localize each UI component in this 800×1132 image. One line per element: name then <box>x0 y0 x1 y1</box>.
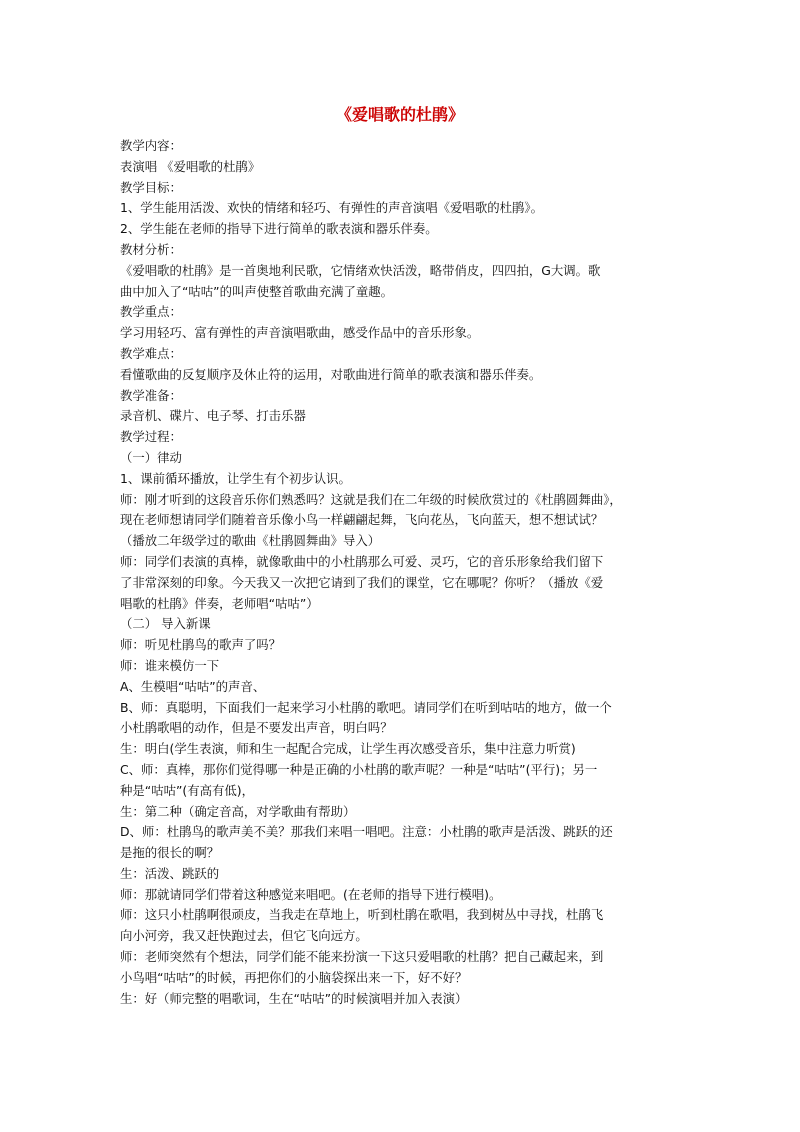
text-line: 向小河旁，我又赶快跑过去，但它飞向远方。 <box>120 928 368 944</box>
text-line: 生：第二种（确定音高，对学歌曲有帮助） <box>120 803 356 819</box>
text-line: 师：听见杜鹃鸟的歌声了吗？ <box>120 637 282 653</box>
text-line: （一）律动 <box>120 449 182 465</box>
text-line: 表演唱 《爱唱歌的杜鹃》 <box>120 158 261 174</box>
text-line: 唱歌的杜鹃》伴奏，老师唱“咕咕”） <box>120 595 319 611</box>
text-line: D、师：杜鹃鸟的歌声美不美？那我们来唱一唱吧。注意：小杜鹃的歌声是活泼、跳跃的还 <box>120 824 613 840</box>
text-line: 曲中加入了“咕咕”的叫声使整首歌曲充满了童趣。 <box>120 283 394 299</box>
text-line: 师：谁来模仿一下 <box>120 657 220 673</box>
text-line: B、师：真聪明，下面我们一起来学习小杜鹃的歌吧。请同学们在听到咕咕的地方，做一个 <box>120 699 612 715</box>
text-line: 《爱唱歌的杜鹃》是一首奥地利民歌，它情绪欢快活泼，略带俏皮，四四拍，G大调。歌 <box>120 262 601 278</box>
text-line: 1、课前循环播放，让学生有个初步认识。 <box>120 470 351 486</box>
text-line: 生：好（师完整的唱歌词，生在“咕咕”的时候演唱并加入表演） <box>120 990 468 1006</box>
text-line: 教学目标： <box>120 179 182 195</box>
text-line: 看懂歌曲的反复顺序及休止符的运用，对歌曲进行简单的歌表演和器乐伴奏。 <box>120 366 542 382</box>
text-line: 录音机、碟片、电子琴、打击乐器 <box>120 408 306 424</box>
text-line: （二） 导入新课 <box>120 616 211 632</box>
text-line: 教学内容： <box>120 138 182 153</box>
document-title: 《爱唱歌的杜鹃》 <box>335 105 464 124</box>
text-line: 2、学生能在老师的指导下进行简单的歌表演和器乐伴奏。 <box>120 221 438 237</box>
text-line: 教学重点： <box>120 304 182 320</box>
text-line: 师：刚才听到的这段音乐你们熟悉吗？这就是我们在二年级的时候欣赏过的《杜鹃圆舞曲》， <box>120 491 622 507</box>
text-line: 生：明白(学生表演，师和生一起配合完成，让学生再次感受音乐，集中注意力听赏) <box>120 741 576 757</box>
text-line: 生：活泼、跳跃的 <box>120 865 220 881</box>
text-line: 1、学生能用活泼、欢快的情绪和轻巧、有弹性的声音演唱《爱唱歌的杜鹃》。 <box>120 200 543 216</box>
text-line: 种是“咕咕”(有高有低)， <box>120 782 255 798</box>
text-line: 是拖的很长的啊？ <box>120 845 220 861</box>
text-line: 小杜鹃歌唱的动作，但是不要发出声音，明白吗？ <box>120 720 393 736</box>
text-line: 了非常深刻的印象。今天我又一次把它请到了我们的课堂，它在哪呢？你听？（播放《爱 <box>120 574 604 590</box>
text-line: 小鸟唱“咕咕”的时候，再把你们的小脑袋探出来一下，好不好？ <box>120 969 468 985</box>
text-line: C、师：真棒，那你们觉得哪一种是正确的小杜鹃的歌声呢？一种是“咕咕”(平行)；另一 <box>120 761 598 777</box>
text-line: （播放二年级学过的歌曲《杜鹃圆舞曲》导入） <box>120 533 381 549</box>
text-line: 教学过程： <box>120 429 182 445</box>
text-line: 教学准备： <box>120 387 182 403</box>
text-line: 师：老师突然有个想法，同学们能不能来扮演一下这只爱唱歌的杜鹃？把自己藏起来，到 <box>120 949 604 965</box>
document-body <box>120 136 690 1009</box>
text-line: 现在老师想请同学们随着音乐像小鸟一样翩翩起舞，飞向花丛，飞向蓝天，想不想试试？ <box>120 512 604 528</box>
text-line: A、生模唱“咕咕”的声音、 <box>120 678 266 694</box>
text-line: 教学难点： <box>120 345 182 361</box>
text-line: 师：这只小杜鹃啊很顽皮，当我走在草地上，听到杜鹃在歌唱，我到树丛中寻找，杜鹃飞 <box>120 907 604 923</box>
text-line: 学习用轻巧、富有弹性的声音演唱歌曲，感受作品中的音乐形象。 <box>120 325 480 341</box>
text-line: 教材分析： <box>120 241 182 257</box>
text-line: 师：那就请同学们带着这种感觉来唱吧。(在老师的指导下进行模唱)。 <box>120 886 502 902</box>
text-line: 师：同学们表演的真棒，就像歌曲中的小杜鹃那么可爱、灵巧，它的音乐形象给我们留下 <box>120 553 604 569</box>
